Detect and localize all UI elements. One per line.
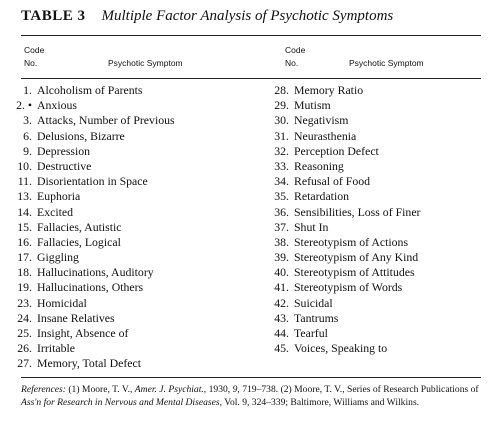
right-symptom-label: Psychotic Symptom	[349, 58, 424, 68]
symptom-name: Retardation	[294, 189, 350, 204]
symptom-name: Memory Ratio	[294, 83, 364, 97]
code-number: 13.	[17, 189, 32, 204]
list-item	[265, 174, 421, 189]
symptom-name: Delusions, Bizarre	[37, 128, 125, 143]
ref2-post: , Vol. 9, 324–339; Baltimore, Williams and Wilkins.	[219, 396, 420, 408]
list-item	[8, 356, 175, 371]
symptom-name: Neurasthenia	[294, 128, 357, 143]
list-item	[265, 129, 421, 144]
left-column	[8, 83, 175, 372]
list-item	[8, 113, 175, 128]
right-no-label: No.	[285, 58, 299, 68]
symptom-name: Sensibilities, Loss of Finer	[294, 204, 421, 219]
list-item	[265, 159, 421, 174]
symptom-name: Perception Defect	[294, 143, 379, 158]
references-label: References:	[21, 384, 66, 395]
code-number: 34.	[274, 174, 289, 189]
code-number: 24.	[17, 310, 32, 325]
code-number: 36.	[274, 204, 289, 219]
code-number: 3.	[23, 113, 32, 128]
right-column	[265, 83, 421, 356]
right-code-label: Code	[285, 45, 306, 55]
symptom-name: Hallucinations, Others	[37, 280, 144, 295]
code-number: 38.	[274, 234, 289, 249]
table-number: TABLE 3	[21, 8, 86, 24]
list-item	[265, 296, 421, 311]
left-symptom-label: Psychotic Symptom	[108, 58, 183, 68]
references	[21, 384, 481, 409]
code-number: 42.	[274, 295, 289, 310]
symptom-name: Stereotypism of Actions	[294, 234, 409, 249]
symptom-name: Disorientation in Space	[37, 174, 148, 189]
code-number: 28.	[274, 83, 289, 97]
code-number: 17.	[17, 250, 32, 265]
ref1-post: , 1930,	[203, 384, 231, 395]
list-item	[265, 98, 421, 113]
symptom-name: Negativism	[294, 113, 349, 128]
right-header	[285, 44, 485, 70]
code-number: 14.	[17, 204, 32, 219]
list-item	[265, 326, 421, 341]
list-item	[265, 83, 421, 98]
code-number: 16.	[17, 234, 32, 249]
list-item	[265, 113, 421, 128]
code-number: 40.	[274, 265, 289, 280]
top-rule	[21, 35, 481, 36]
code-number: 9.	[23, 143, 32, 158]
list-item	[8, 280, 175, 295]
list-item	[8, 326, 175, 341]
list-item	[8, 296, 175, 311]
code-number: 26.	[17, 341, 32, 356]
code-number: 29.	[274, 98, 289, 113]
list-item	[265, 311, 421, 326]
list-item	[8, 341, 175, 356]
header-rule	[21, 78, 481, 79]
table-title	[21, 8, 393, 25]
list-item	[8, 98, 175, 113]
symptom-name: Insight, Absence of	[37, 326, 129, 340]
symptom-name: Reasoning	[294, 158, 344, 173]
symptom-name: Giggling	[37, 250, 79, 265]
symptom-name: Attacks, Number of Previous	[37, 113, 175, 128]
symptom-name: Excited	[37, 204, 74, 219]
left-header	[24, 44, 254, 70]
symptom-name: Mutism	[294, 98, 331, 113]
symptom-name: Stereotypism of Words	[294, 280, 403, 295]
list-item	[8, 205, 175, 220]
symptom-name: Alcoholism of Parents	[37, 83, 143, 97]
code-number: 2. •	[16, 98, 32, 113]
left-code-label: Code	[24, 45, 45, 55]
list-item	[265, 341, 421, 356]
list-item	[8, 265, 175, 280]
code-number: 41.	[274, 280, 289, 295]
symptom-name: Voices, Speaking to	[294, 341, 388, 356]
code-number: 43.	[274, 310, 289, 325]
list-item	[265, 265, 421, 280]
symptom-name: Fallacies, Autistic	[37, 219, 122, 234]
list-item	[265, 189, 421, 204]
code-number: 44.	[274, 326, 289, 340]
symptom-name: Homicidal	[37, 295, 87, 310]
code-number: 33.	[274, 158, 289, 173]
symptom-name: Insane Relatives	[37, 310, 115, 325]
list-item	[265, 280, 421, 295]
list-item	[8, 174, 175, 189]
code-number: 6.	[23, 128, 32, 143]
code-number: 35.	[274, 189, 289, 204]
list-item	[8, 83, 175, 98]
code-number: 23.	[17, 295, 32, 310]
code-number: 10.	[17, 158, 32, 173]
code-number: 1.	[23, 83, 32, 97]
code-number: 37.	[274, 219, 289, 234]
code-number: 30.	[274, 113, 289, 128]
symptom-name: Fallacies, Logical	[37, 234, 121, 249]
symptom-name: Tearful	[294, 326, 328, 340]
symptom-name: Stereotypism of Any Kind	[294, 250, 419, 265]
symptom-name: Euphoria	[37, 189, 81, 204]
bottom-rule	[21, 377, 481, 378]
list-item	[8, 311, 175, 326]
list-item	[265, 144, 421, 159]
symptom-name: Destructive	[37, 158, 92, 173]
code-number: 11.	[17, 174, 32, 189]
symptom-name: Stereotypism of Attitudes	[294, 265, 415, 280]
ref1-pre: (1) Moore, T. V.,	[68, 384, 133, 395]
list-item	[8, 159, 175, 174]
ref1-vol: 9	[232, 384, 238, 395]
list-item	[8, 220, 175, 235]
list-item	[265, 205, 421, 220]
code-number: 18.	[17, 265, 32, 280]
symptom-name: Irritable	[37, 341, 75, 356]
list-item	[8, 250, 175, 265]
code-number: 31.	[274, 128, 289, 143]
list-item	[265, 220, 421, 235]
list-item	[8, 235, 175, 250]
list-item	[265, 235, 421, 250]
left-no-label: No.	[24, 58, 38, 68]
ref1-journal: Amer. J. Psychiat.	[134, 384, 204, 395]
code-number: 15.	[17, 219, 32, 234]
code-number: 45.	[274, 341, 289, 356]
list-item	[8, 144, 175, 159]
code-number: 39.	[274, 250, 289, 265]
code-number: 19.	[17, 280, 32, 295]
symptom-name: Depression	[37, 143, 91, 158]
symptom-name: Tantrums	[294, 310, 339, 325]
list-item	[8, 129, 175, 144]
symptom-name: Suicidal	[294, 295, 333, 310]
list-item	[265, 250, 421, 265]
table-caption: Multiple Factor Analysis of Psychotic Symptoms	[101, 8, 394, 24]
symptom-name: Hallucinations, Auditory	[37, 265, 154, 280]
code-number: 25.	[17, 326, 32, 340]
symptom-name: Refusal of Food	[294, 174, 371, 189]
ref2-journal: Ass'n for Research in Nervous and Mental Diseases	[21, 396, 220, 408]
list-item	[8, 189, 175, 204]
symptom-name: Shut In	[294, 219, 329, 234]
symptom-name: Anxious	[37, 98, 77, 113]
symptom-name: Memory, Total Defect	[37, 356, 141, 371]
code-number: 32.	[274, 143, 289, 158]
ref1-pages: , 719–738. (2) Moore, T. V., Series of Research Publications of	[237, 384, 479, 395]
code-number: 27.	[17, 356, 32, 371]
